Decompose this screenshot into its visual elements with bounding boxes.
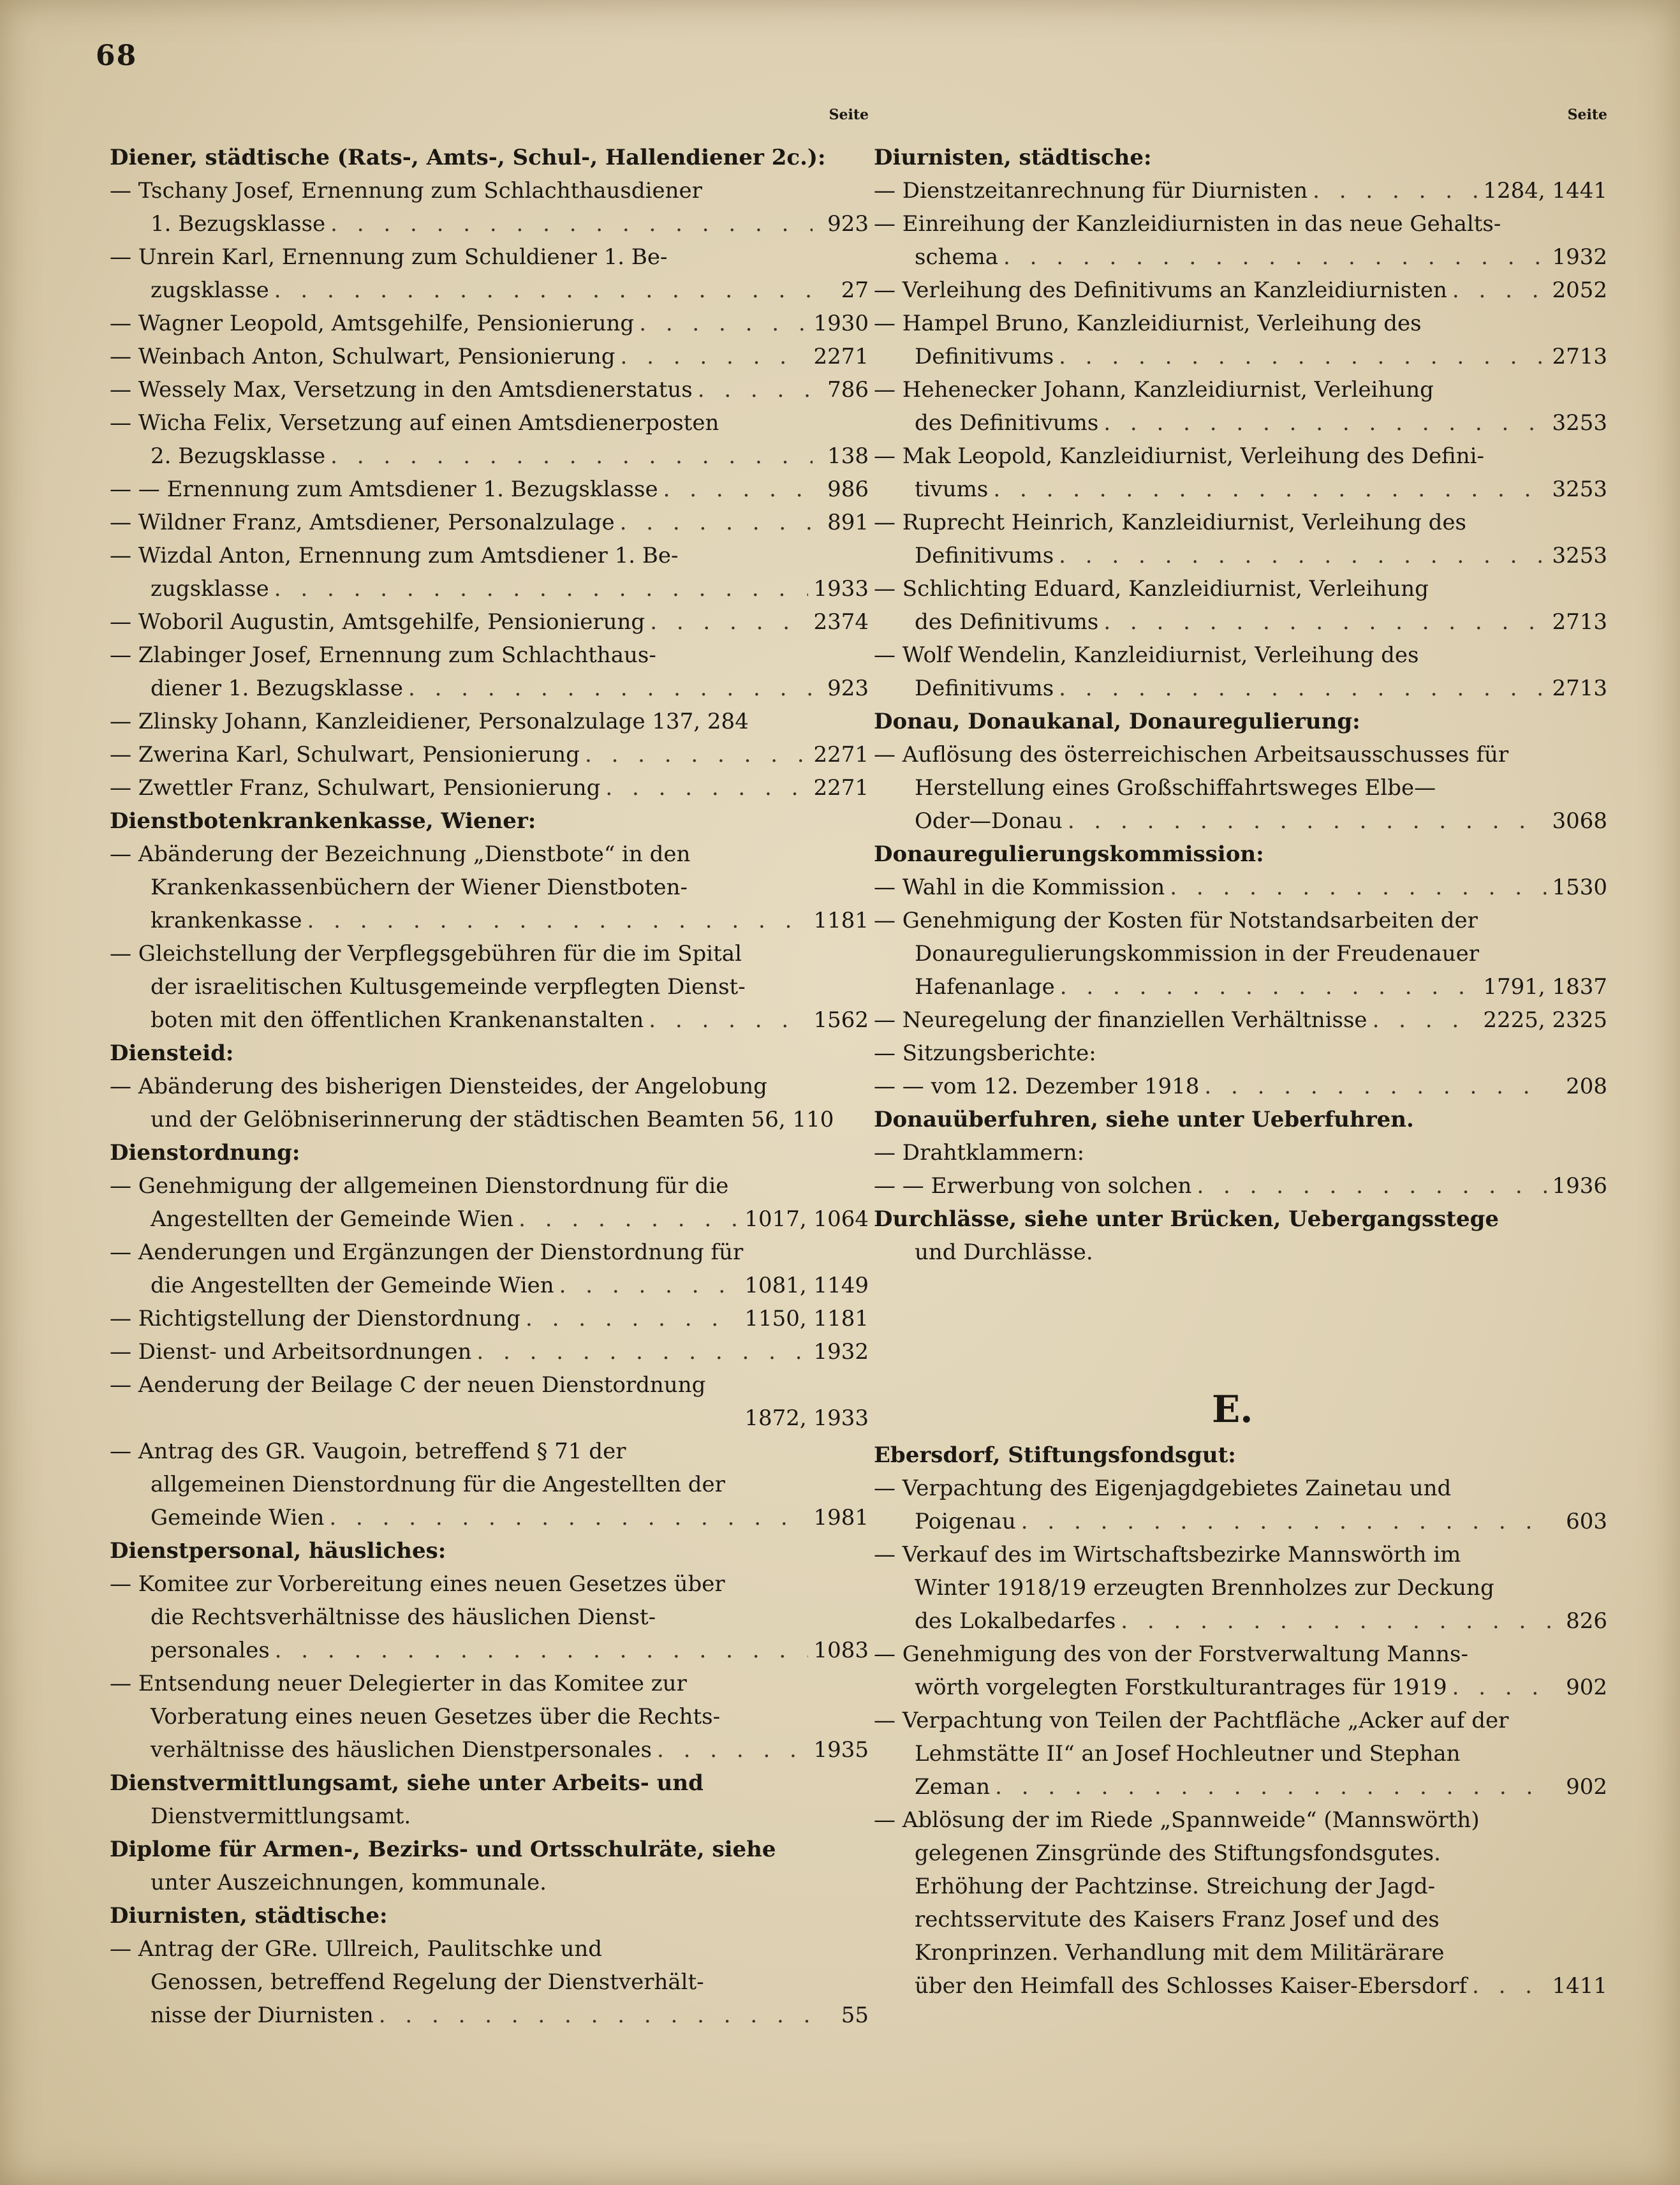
- leader-dots: [329, 1501, 808, 1534]
- page-reference: 923: [827, 676, 869, 701]
- page-reference: 1081, 1149: [744, 1273, 869, 1298]
- leader-dots: [476, 1335, 808, 1368]
- page-reference: 2052: [1552, 278, 1607, 303]
- leader-dots: [1472, 1969, 1547, 2003]
- entry-text: Oder—Donau: [915, 808, 1063, 834]
- index-text-line: gelegenen Zinsgründe des Stiftungsfondsgutes.: [915, 1841, 1441, 1866]
- index-entry: [110, 1203, 869, 1236]
- index-text-line: Genossen, betreffend Regelung der Dienstverhält-: [151, 1969, 704, 1995]
- page-reference: 1150, 1181: [744, 1306, 869, 1331]
- page-reference: 603: [1566, 1509, 1607, 1534]
- index-text-line: Erhöhung der Pachtzinse. Streichung der Jagd-: [915, 1874, 1436, 1899]
- leader-dots: [585, 738, 809, 771]
- index-text-line: — Ablösung der im Riede „Spannweide“ (Mannswörth): [874, 1807, 1480, 1833]
- index-entry: [874, 1505, 1607, 1538]
- index-text-line: und der Gelöbniserinnerung der städtischen Beamten 56, 110: [151, 1107, 834, 1132]
- page-reference: 2225, 2325: [1483, 1007, 1607, 1033]
- page-reference-line: 1872, 1933: [744, 1405, 869, 1431]
- index-entry: [110, 605, 869, 639]
- entry-text: schema: [915, 244, 999, 270]
- right-column: [874, 105, 1607, 1269]
- index-heading: Dienstordnung:: [110, 1140, 300, 1166]
- page-reference: 2713: [1552, 609, 1607, 635]
- index-entry: [874, 406, 1607, 440]
- page-reference: 3068: [1552, 808, 1607, 834]
- index-text-line: — Aenderungen und Ergänzungen der Dienstordnung für: [110, 1240, 744, 1265]
- index-text-line: — Unrein Karl, Ernennung zum Schuldiener 1. Be-: [110, 244, 668, 270]
- index-text-line: Donauregulierungskommission in der Freudenauer: [915, 941, 1480, 967]
- entry-text: — Wildner Franz, Amtsdiener, Personalzulage: [110, 510, 615, 535]
- entry-text: des Lokalbedarfes: [915, 1608, 1116, 1634]
- leader-dots: [1021, 1505, 1551, 1538]
- index-entry: [874, 1169, 1607, 1203]
- entry-text: — — Erwerbung von solchen: [874, 1173, 1192, 1199]
- index-heading: Dienstpersonal, häusliches:: [110, 1538, 446, 1564]
- entry-text: Definitivums: [915, 676, 1054, 701]
- page-reference: 1932: [813, 1339, 869, 1365]
- entry-text: boten mit den öffentlichen Krankenanstalten: [151, 1007, 644, 1033]
- index-text-line: unter Auszeichnungen, kommunale.: [151, 1870, 547, 1895]
- index-entry: [110, 1335, 869, 1368]
- section-letter: E.: [1212, 1388, 1253, 1431]
- index-text-line: — Verpachtung des Eigenjagdgebietes Zainetau und: [874, 1476, 1452, 1501]
- entry-text: des Definitivums: [915, 410, 1099, 436]
- index-heading: Ebersdorf, Stiftungsfondsgut:: [874, 1442, 1236, 1468]
- index-text-line: — Ruprecht Heinrich, Kanzleidiurnist, Verleihung des: [874, 510, 1466, 535]
- index-entry: [110, 307, 869, 340]
- page-reference: 902: [1566, 1774, 1607, 1800]
- leader-dots: [657, 1733, 808, 1767]
- index-heading: Dienstvermittlungsamt, siehe unter Arbeits- und: [110, 1770, 704, 1796]
- leader-dots: [1003, 241, 1547, 274]
- leader-dots: [1060, 970, 1478, 1004]
- page-number: 68: [96, 40, 138, 72]
- index-entry: [110, 373, 869, 406]
- index-entry: [874, 1070, 1607, 1103]
- index-entry: [874, 970, 1607, 1004]
- page-reference: 923: [827, 211, 869, 237]
- index-text-line: — Hampel Bruno, Kanzleidiurnist, Verleihung des: [874, 311, 1422, 336]
- page-reference: 1181: [813, 908, 869, 933]
- entry-text: nisse der Diurnisten: [151, 2003, 374, 2028]
- leader-dots: [1059, 539, 1547, 572]
- page-reference: 138: [827, 443, 869, 469]
- entry-text: — Dienstzeitanrechnung für Diurnisten: [874, 178, 1308, 204]
- page-reference: 1935: [813, 1737, 869, 1763]
- entry-text: 2. Bezugsklasse: [151, 443, 326, 469]
- index-text-line: und Durchlässe.: [915, 1240, 1093, 1265]
- index-entry: [874, 672, 1607, 705]
- index-text-line: — Verkauf des im Wirtschaftsbezirke Mannswörth im: [874, 1542, 1461, 1567]
- entry-text: — Zwettler Franz, Schulwart, Pensionierung: [110, 775, 601, 801]
- leader-dots: [1204, 1070, 1551, 1103]
- leader-dots: [1059, 340, 1547, 373]
- index-heading: Diurnisten, städtische:: [110, 1903, 388, 1929]
- index-text-line: — Genehmigung des von der Forstverwaltung Manns-: [874, 1641, 1468, 1667]
- leader-dots: [620, 506, 813, 539]
- leader-dots: [519, 1203, 739, 1236]
- index-entry: [874, 539, 1607, 572]
- page-reference: 3253: [1552, 410, 1607, 436]
- index-text-line: Lehmstätte II“ an Josef Hochleutner und Stephan: [915, 1741, 1461, 1767]
- page-reference: 1791, 1837: [1483, 974, 1607, 1000]
- page-reference: 1933: [813, 576, 869, 602]
- index-entry: [110, 904, 869, 937]
- index-text-line: — Abänderung des bisherigen Diensteides, der Angelobung: [110, 1074, 767, 1099]
- page-reference: 2271: [813, 742, 869, 767]
- leader-dots: [1452, 274, 1547, 307]
- entry-text: über den Heimfall des Schlosses Kaiser-Ebersdorf: [915, 1973, 1468, 1999]
- entry-text: Definitivums: [915, 344, 1054, 369]
- leader-dots: [1452, 1671, 1551, 1704]
- index-entry: [874, 1969, 1607, 2003]
- index-text-line: rechtsservitute des Kaisers Franz Josef und des: [915, 1907, 1440, 1932]
- leader-dots: [330, 207, 813, 241]
- index-text-line: — Genehmigung der Kosten für Notstandsarbeiten der: [874, 908, 1478, 933]
- page-reference: 1083: [813, 1638, 869, 1663]
- index-entry: [110, 738, 869, 771]
- page-reference: 986: [827, 477, 869, 502]
- page-reference: 2713: [1552, 344, 1607, 369]
- index-text-line: — Zlabinger Josef, Ernennung zum Schlachthaus-: [110, 642, 656, 668]
- leader-dots: [663, 473, 813, 506]
- index-text-line: — Einreihung der Kanzleidiurnisten in das neue Gehalts-: [874, 211, 1501, 237]
- index-entry: [874, 871, 1607, 904]
- index-entry: [110, 207, 869, 241]
- index-text-line: allgemeinen Dienstordnung für die Angestellten der: [151, 1472, 725, 1497]
- leader-dots: [698, 373, 813, 406]
- leader-dots: [995, 1770, 1551, 1804]
- page-reference: 826: [1566, 1608, 1607, 1634]
- leader-dots: [993, 473, 1547, 506]
- entry-text: — Wessely Max, Versetzung in den Amtsdienerstatus: [110, 377, 693, 403]
- index-heading: Diurnisten, städtische:: [874, 145, 1152, 170]
- index-text-line: — Genehmigung der allgemeinen Dienstordnung für die: [110, 1173, 729, 1199]
- entry-text: wörth vorgelegten Forstkulturantrages für 1919: [915, 1675, 1447, 1700]
- entry-text: Gemeinde Wien: [151, 1505, 325, 1530]
- leader-dots: [408, 672, 813, 705]
- index-entry: [110, 672, 869, 705]
- page-reference: 2271: [813, 775, 869, 801]
- index-entry: [874, 1671, 1607, 1704]
- index-heading: Diensteid:: [110, 1041, 234, 1066]
- page-reference: 2374: [813, 609, 869, 635]
- page-reference: 902: [1566, 1675, 1607, 1700]
- index-heading: Durchlässe, siehe unter Brücken, Uebergangsstege: [874, 1206, 1499, 1232]
- leader-dots: [1373, 1004, 1478, 1037]
- page-reference: 1530: [1552, 875, 1607, 900]
- entry-text: Definitivums: [915, 543, 1054, 568]
- index-text-line: Kronprinzen. Verhandlung mit dem Militärärare: [915, 1940, 1445, 1966]
- entry-text: verhältnisse des häuslichen Dienstpersonales: [151, 1737, 652, 1763]
- index-text-line: — Wizdal Anton, Ernennung zum Amtsdiener 1. Be-: [110, 543, 679, 568]
- index-entry: [110, 440, 869, 473]
- index-entry: [874, 174, 1607, 207]
- index-entry: [110, 1269, 869, 1302]
- entry-text: — Dienst- und Arbeitsordnungen: [110, 1339, 472, 1365]
- entry-text: — Richtigstellung der Dienstordnung: [110, 1306, 521, 1331]
- leader-dots: [1068, 804, 1547, 838]
- index-entry: [110, 771, 869, 804]
- page-reference: 786: [827, 377, 869, 403]
- entry-text: 1. Bezugsklasse: [151, 211, 326, 237]
- index-text-line: — Zlinsky Johann, Kanzleidiener, Personalzulage 137, 284: [110, 709, 749, 734]
- index-entry: [874, 1770, 1607, 1804]
- entry-text: — Wagner Leopold, Amtsgehilfe, Pensionierung: [110, 311, 635, 336]
- index-heading: Diplome für Armen-, Bezirks- und Ortsschulräte, siehe: [110, 1837, 776, 1862]
- page-reference: 1411: [1552, 1973, 1607, 1999]
- entry-text: Poigenau: [915, 1509, 1016, 1534]
- index-entry: [874, 340, 1607, 373]
- page-reference: 891: [827, 510, 869, 535]
- right-column-header: Seite: [1567, 107, 1607, 123]
- left-entries: [110, 141, 869, 2032]
- entry-text: — Neuregelung der finanziellen Verhältnisse: [874, 1007, 1367, 1033]
- index-entry: [874, 1004, 1607, 1037]
- index-entry: [110, 1004, 869, 1037]
- index-heading: Donauregulierungskommission:: [874, 841, 1264, 867]
- leader-dots: [275, 1634, 809, 1667]
- index-text-line: — Schlichting Eduard, Kanzleidiurnist, Verleihung: [874, 576, 1429, 602]
- entry-text: — Wahl in die Kommission: [874, 875, 1165, 900]
- right-lower-entries: [874, 1439, 1607, 2003]
- page-reference: 1932: [1552, 244, 1607, 270]
- page-reference: 2713: [1552, 676, 1607, 701]
- page-reference: 3253: [1552, 543, 1607, 568]
- index-entry: [110, 473, 869, 506]
- index-text-line: — Mak Leopold, Kanzleidiurnist, Verleihung des Defini-: [874, 443, 1484, 469]
- entry-text: — Zwerina Karl, Schulwart, Pensionierung: [110, 742, 580, 767]
- index-entry: [874, 274, 1607, 307]
- index-entry: [874, 804, 1607, 838]
- leader-dots: [307, 904, 809, 937]
- leader-dots: [1121, 1604, 1551, 1638]
- index-entry: [874, 473, 1607, 506]
- index-text-line: Krankenkassenbüchern der Wiener Dienstboten-: [151, 875, 688, 900]
- page-reference: 3253: [1552, 477, 1607, 502]
- leader-dots: [1103, 406, 1547, 440]
- index-text-line: — Tschany Josef, Ernennung zum Schlachthausdiener: [110, 178, 702, 204]
- index-text-line: — Hehenecker Johann, Kanzleidiurnist, Verleihung: [874, 377, 1434, 403]
- index-text-line: — Verpachtung von Teilen der Pachtfläche „Acker auf der: [874, 1708, 1509, 1733]
- entry-text: tivums: [915, 477, 989, 502]
- index-entry: [874, 1604, 1607, 1638]
- leader-dots: [1197, 1169, 1547, 1203]
- index-entry: [874, 241, 1607, 274]
- leader-dots: [1059, 672, 1547, 705]
- leader-dots: [1103, 605, 1547, 639]
- page-reference: 1981: [813, 1505, 869, 1530]
- leader-dots: [650, 605, 808, 639]
- entry-text: — Woboril Augustin, Amtsgehilfe, Pensionierung: [110, 609, 645, 635]
- leader-dots: [639, 307, 808, 340]
- index-entry: [110, 1999, 869, 2032]
- entry-text: zugsklasse: [151, 576, 269, 602]
- index-text-line: — Aenderung der Beilage C der neuen Dienstordnung: [110, 1372, 706, 1398]
- page-reference: 1936: [1552, 1173, 1607, 1199]
- leader-dots: [1170, 871, 1547, 904]
- entry-text: krankenkasse: [151, 908, 302, 933]
- index-entry: [110, 1634, 869, 1667]
- entry-text: diener 1. Bezugsklasse: [151, 676, 403, 701]
- entry-text: die Angestellten der Gemeinde Wien: [151, 1273, 554, 1298]
- index-entry: [110, 1501, 869, 1534]
- index-text-line: — Wicha Felix, Versetzung auf einen Amtsdienerposten: [110, 410, 719, 436]
- index-text-line: Dienstvermittlungsamt.: [151, 1804, 411, 1829]
- entry-text: zugsklasse: [151, 278, 269, 303]
- entry-text: personales: [151, 1638, 270, 1663]
- entry-text: — — vom 12. Dezember 1918: [874, 1074, 1200, 1099]
- index-entry: [110, 1302, 869, 1335]
- index-entry: [110, 340, 869, 373]
- page-reference: 55: [841, 2003, 869, 2028]
- page-reference: 1284, 1441: [1483, 178, 1607, 204]
- leader-dots: [559, 1269, 740, 1302]
- index-text-line: — Gleichstellung der Verpflegsgebühren für die im Spital: [110, 941, 742, 967]
- index-text-line: — Entsendung neuer Delegierter in das Komitee zur: [110, 1671, 687, 1696]
- page-reference: 27: [841, 278, 869, 303]
- index-text-line: — Drahtklammern:: [874, 1140, 1085, 1166]
- index-text-line: — Antrag der GRe. Ullreich, Paulitschke und: [110, 1936, 603, 1962]
- page-reference: 1562: [813, 1007, 869, 1033]
- index-entry: [874, 605, 1607, 639]
- index-entry: [110, 506, 869, 539]
- leader-dots: [605, 771, 808, 804]
- entry-text: — Weinbach Anton, Schulwart, Pensionierung: [110, 344, 615, 369]
- index-heading: Donau, Donaukanal, Donauregulierung:: [874, 709, 1360, 734]
- index-text-line: die Rechtsverhältnisse des häuslichen Dienst-: [151, 1604, 656, 1630]
- index-text-line: — Wolf Wendelin, Kanzleidiurnist, Verleihung des: [874, 642, 1419, 668]
- index-heading: Diener, städtische (Rats-, Amts-, Schul-, Hallendiener 2c.):: [110, 145, 826, 170]
- index-text-line: — Sitzungsberichte:: [874, 1041, 1096, 1066]
- page-reference: 208: [1566, 1074, 1607, 1099]
- leader-dots: [274, 572, 809, 605]
- page-reference: 1930: [813, 311, 869, 336]
- entry-text: — Verleihung des Definitivums an Kanzleidiurnisten: [874, 278, 1447, 303]
- leader-dots: [1313, 174, 1478, 207]
- leader-dots: [330, 440, 813, 473]
- leader-dots: [379, 1999, 813, 2032]
- index-entry: [110, 1733, 869, 1767]
- index-text-line: Winter 1918/19 erzeugten Brennholzes zur Deckung: [915, 1575, 1494, 1601]
- index-heading: Donauüberfuhren, siehe unter Ueberfuhren.: [874, 1107, 1414, 1132]
- index-text-line: — Antrag des GR. Vaugoin, betreffend § 71 der: [110, 1439, 626, 1464]
- leader-dots: [526, 1302, 739, 1335]
- index-text-line: Vorberatung eines neuen Gesetzes über die Rechts-: [151, 1704, 721, 1729]
- index-text-line: — Abänderung der Bezeichnung „Dienstbote“ in den: [110, 841, 691, 867]
- right-entries: [874, 141, 1607, 1269]
- page-reference: 2271: [813, 344, 869, 369]
- leader-dots: [649, 1004, 808, 1037]
- index-text-line: — Auflösung des österreichischen Arbeitsausschusses für: [874, 742, 1509, 767]
- index-entry: [110, 274, 869, 307]
- index-text-line: der israelitischen Kultusgemeinde verpflegten Dienst-: [151, 974, 746, 1000]
- index-entry: [110, 572, 869, 605]
- entry-text: Zeman: [915, 1774, 991, 1800]
- entry-text: Hafenanlage: [915, 974, 1055, 1000]
- leader-dots: [274, 274, 813, 307]
- entry-text: des Definitivums: [915, 609, 1099, 635]
- page-reference: 1017, 1064: [744, 1206, 869, 1232]
- index-text-line: Herstellung eines Großschiffahrtsweges Elbe—: [915, 775, 1436, 801]
- index-text-line: — Komitee zur Vorbereitung eines neuen Gesetzes über: [110, 1571, 725, 1597]
- left-column-header: Seite: [829, 107, 869, 123]
- left-column: [110, 105, 869, 2032]
- leader-dots: [621, 340, 809, 373]
- entry-text: — — Ernennung zum Amtsdiener 1. Bezugsklasse: [110, 477, 658, 502]
- index-heading: Dienstbotenkrankenkasse, Wiener:: [110, 808, 536, 834]
- entry-text: Angestellten der Gemeinde Wien: [151, 1206, 514, 1232]
